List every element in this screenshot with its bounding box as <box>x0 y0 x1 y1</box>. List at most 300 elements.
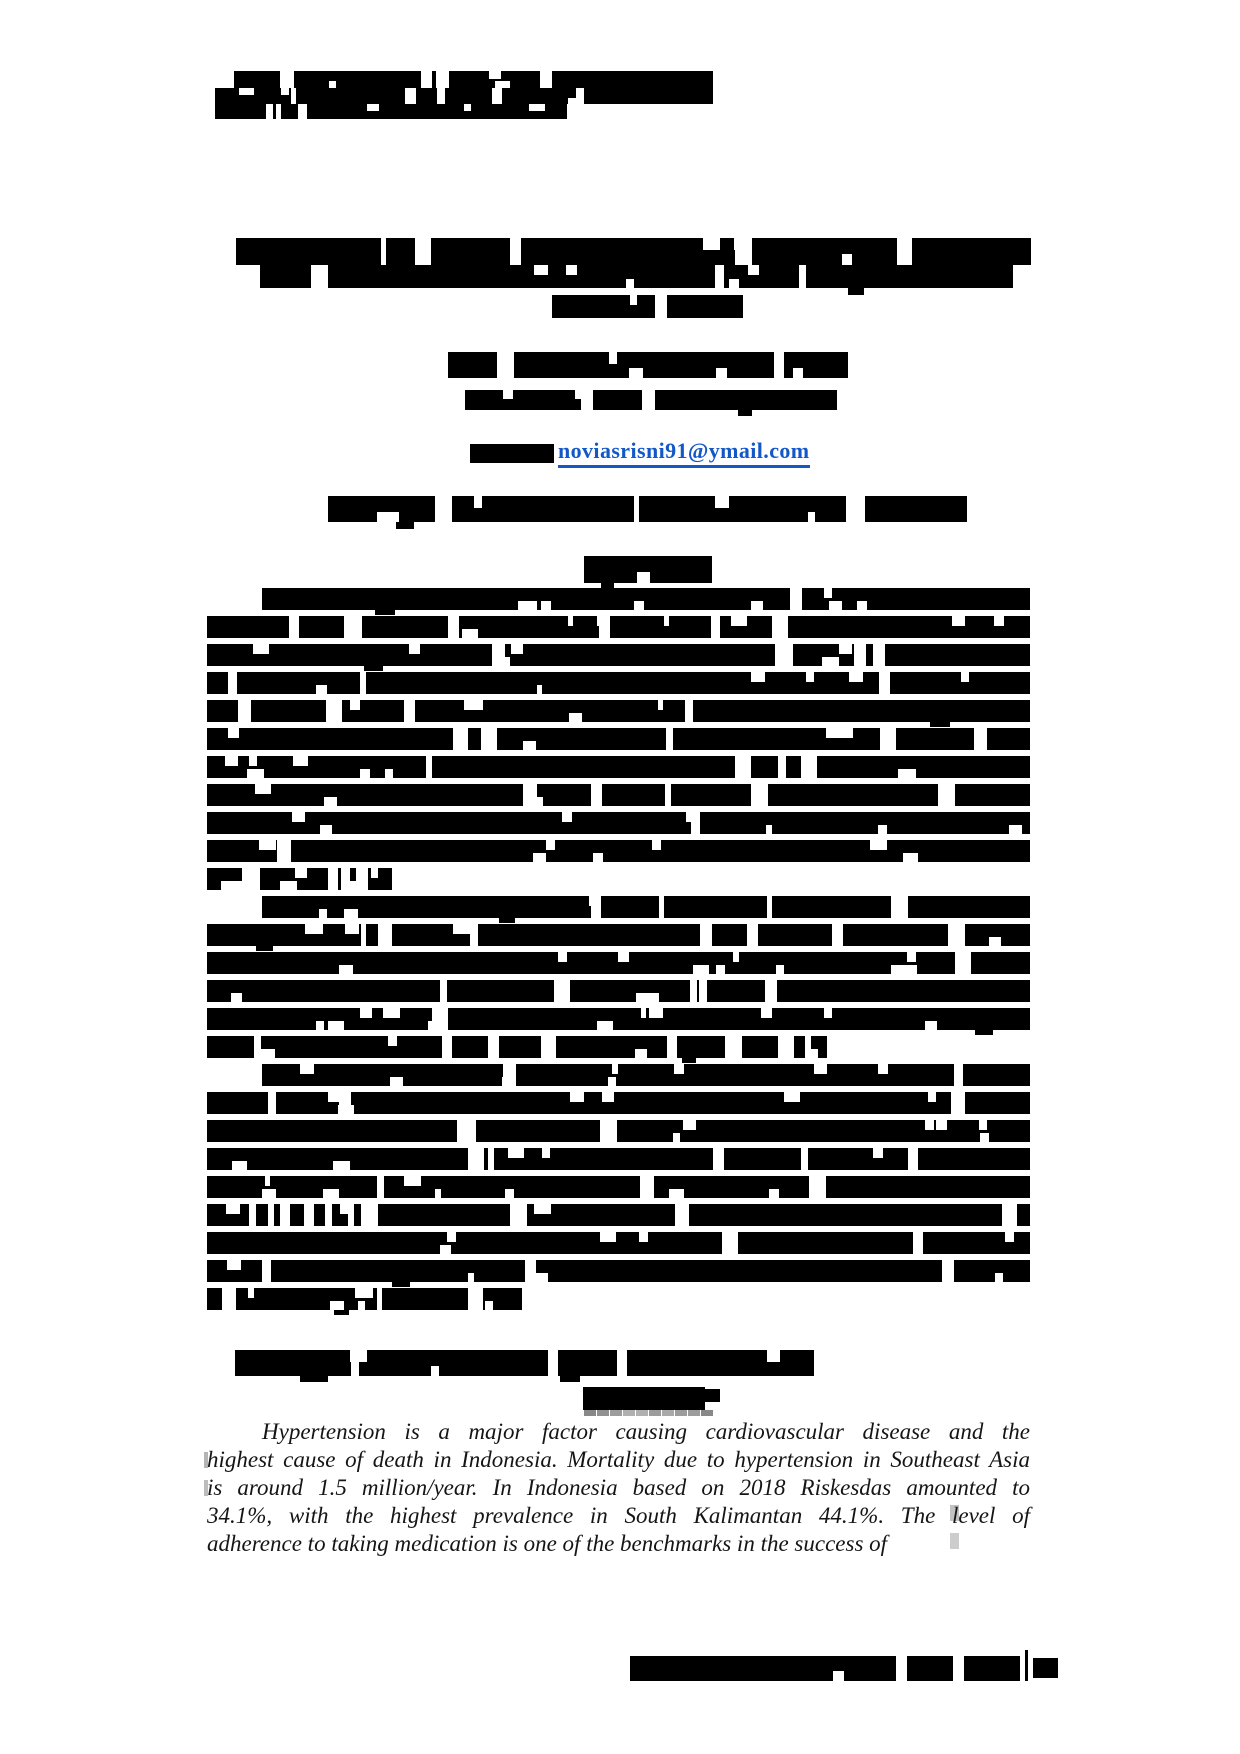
redaction-gap <box>339 1092 350 1114</box>
redaction-gap <box>956 952 971 974</box>
journal-header-line-1-redacted <box>234 71 713 88</box>
redaction-gap <box>581 390 594 410</box>
keywords-line-redacted <box>235 1350 814 1376</box>
redaction-gap <box>639 1232 648 1242</box>
redaction-gap <box>390 1077 403 1086</box>
redaction-gap <box>634 496 639 522</box>
abstract-descender-mark <box>499 918 515 923</box>
redaction-gap <box>675 1204 689 1226</box>
redaction-gap <box>722 1232 738 1254</box>
redaction-gap <box>751 784 768 806</box>
abstract-en-heading-residue <box>649 1410 661 1416</box>
redaction-gap <box>735 756 752 778</box>
redaction-gap <box>385 769 392 778</box>
redaction-gap <box>442 1036 452 1058</box>
redaction-gap <box>778 1036 795 1058</box>
redaction-gap <box>1009 825 1022 834</box>
redaction-gap <box>232 1161 248 1170</box>
redaction-gap <box>617 1350 627 1376</box>
redaction-gap <box>262 1260 271 1282</box>
redaction-gap <box>686 812 692 822</box>
abstract-descender-mark <box>930 722 950 727</box>
redaction-gap <box>510 238 521 265</box>
redaction-gap <box>253 644 264 654</box>
redaction-gap <box>249 756 257 766</box>
redaction-gap <box>226 1204 240 1214</box>
redaction-gap <box>824 588 832 598</box>
redaction-gap <box>767 896 772 918</box>
abstract-id-paragraph-redacted <box>207 1148 1030 1170</box>
redaction-gap <box>363 868 368 890</box>
redaction-gap <box>734 238 752 250</box>
redaction-gap <box>809 1176 826 1198</box>
redaction-gap <box>748 265 759 275</box>
redaction-gap <box>485 1301 493 1310</box>
redaction-gap <box>951 1092 966 1114</box>
redaction-gap <box>492 88 501 104</box>
abstract-id-paragraph-redacted <box>207 1036 827 1058</box>
abstract-en-heading-step <box>701 1389 720 1402</box>
redaction-gap <box>669 1189 684 1198</box>
redaction-gap <box>925 1120 934 1130</box>
abstract-id-paragraph-redacted <box>207 644 1030 666</box>
redaction-gap <box>1002 1204 1016 1226</box>
redaction-gap <box>526 601 537 610</box>
abstract-en-heading-residue <box>701 1410 713 1416</box>
redaction-gap <box>360 769 370 778</box>
redaction-gap <box>593 853 603 862</box>
redaction-gap <box>276 104 282 119</box>
redaction-gap <box>311 265 328 288</box>
redaction-gap <box>814 1064 827 1074</box>
redaction-gap <box>626 279 633 288</box>
redaction-gap <box>833 1671 845 1681</box>
redaction-gap <box>938 784 955 806</box>
abstract-en-heading-residue <box>662 1410 674 1416</box>
redaction-gap <box>228 728 239 738</box>
redaction-gap <box>822 657 839 666</box>
redaction-gap <box>540 71 552 88</box>
abstract-id-paragraph-redacted <box>207 980 1030 1002</box>
redaction-gap <box>558 952 567 962</box>
abstract-id-paragraph-redacted <box>207 840 1030 862</box>
abstract-en-heading-residue <box>688 1410 700 1416</box>
redaction-gap <box>602 1092 614 1102</box>
redaction-gap <box>415 238 431 265</box>
redaction-gap <box>805 1036 811 1058</box>
redaction-gap <box>300 1064 314 1074</box>
redaction-gap <box>953 1656 964 1681</box>
redaction-gap <box>731 616 747 626</box>
email-link[interactable]: noviasrisni91@ymail.com <box>558 438 810 468</box>
redaction-gap <box>221 881 230 890</box>
redaction-gap <box>440 1245 451 1254</box>
redaction-gap <box>249 1204 256 1226</box>
redaction-gap <box>545 1036 551 1058</box>
redaction-gap <box>994 616 1005 626</box>
abstract-en-line: adherence to taking medication is one of the benchmarks in the success of <box>207 1531 888 1556</box>
redaction-gap <box>609 352 617 364</box>
redaction-gap <box>891 896 903 918</box>
redaction-gap <box>1005 1232 1014 1242</box>
redaction-gap <box>344 909 358 918</box>
redaction-gap <box>928 1092 936 1102</box>
redaction-gap <box>502 1077 512 1086</box>
redaction-gap <box>801 756 817 778</box>
redaction-gap <box>857 601 867 610</box>
redaction-gap <box>523 784 537 806</box>
abstract-descender-mark <box>256 946 274 951</box>
redaction-gap <box>268 1204 273 1226</box>
redaction-gap <box>344 616 362 638</box>
article-title-line-1-redacted <box>236 238 1031 265</box>
redaction-gap <box>642 390 655 410</box>
abstract-descender-mark <box>334 1310 348 1315</box>
redaction-gap <box>683 1120 696 1130</box>
redaction-gap <box>751 601 764 610</box>
redaction-gap <box>489 71 501 79</box>
redaction-gap <box>952 616 965 626</box>
redaction-gap <box>849 672 863 682</box>
redaction-gap <box>766 825 772 834</box>
redaction-gap <box>266 104 273 119</box>
redaction-gap <box>652 840 661 850</box>
redaction-gap <box>259 840 276 850</box>
abstract-en-heading-residue <box>597 1410 609 1416</box>
redaction-gap <box>377 1288 382 1310</box>
redaction-gap <box>457 1120 473 1142</box>
redaction-gap <box>304 1204 313 1226</box>
redaction-gap <box>268 1092 276 1114</box>
info-line-descender-mark <box>396 522 414 529</box>
redaction-gap <box>600 1120 617 1142</box>
redaction-gap <box>341 868 350 890</box>
redaction-gap <box>546 840 556 850</box>
redaction-gap <box>497 352 513 378</box>
redaction-gap <box>326 700 342 722</box>
redaction-gap <box>880 728 896 750</box>
redaction-gap <box>691 812 699 834</box>
redaction-gap <box>464 700 473 710</box>
redaction-gap <box>348 1204 354 1226</box>
redaction-gap <box>534 1204 552 1214</box>
abstract-descender-mark <box>975 1030 993 1035</box>
redaction-gap <box>685 700 693 722</box>
redaction-gap <box>566 265 577 275</box>
redaction-gap <box>340 1204 349 1214</box>
redaction-gap <box>511 644 522 654</box>
redaction-gap <box>254 1036 261 1058</box>
redaction-gap <box>634 601 644 610</box>
redaction-gap <box>761 1008 772 1018</box>
redaction-gap <box>291 88 296 104</box>
redaction-gap <box>289 616 299 638</box>
redaction-gap <box>629 368 643 378</box>
redaction-gap <box>673 1133 680 1142</box>
abstract-descender-mark <box>682 1058 695 1063</box>
redaction-gap <box>778 756 786 778</box>
abstract-id-paragraph-redacted <box>207 672 1030 694</box>
redaction-gap <box>228 672 237 694</box>
redaction-gap <box>700 924 711 946</box>
redaction-gap <box>488 1148 495 1170</box>
redaction-gap <box>533 853 546 862</box>
abstract-en-heading-residue <box>610 1410 622 1416</box>
redaction-gap <box>658 700 663 710</box>
redaction-gap <box>793 368 803 378</box>
redaction-gap <box>529 104 545 111</box>
redaction-gap <box>468 1288 483 1310</box>
abstract-id-paragraph-redacted <box>262 896 1030 918</box>
redaction-gap <box>537 685 542 694</box>
redaction-gap <box>381 238 387 265</box>
redaction-gap <box>388 1036 397 1046</box>
redaction-gap <box>281 88 288 95</box>
redaction-gap <box>693 965 709 974</box>
abstract-id-paragraph-redacted <box>207 700 1030 722</box>
redaction-gap <box>790 588 803 610</box>
abstract-id-paragraph-redacted <box>207 1176 1030 1198</box>
redaction-gap <box>377 512 391 522</box>
redaction-gap <box>468 1273 474 1282</box>
redaction-gap <box>495 81 510 88</box>
redaction-gap <box>667 1036 677 1058</box>
redaction-gap <box>481 728 497 750</box>
redaction-gap <box>280 71 293 88</box>
redaction-gap <box>280 1204 290 1226</box>
redaction-gap <box>980 1133 989 1142</box>
redaction-gap <box>377 1176 384 1198</box>
redaction-gap <box>404 1176 421 1186</box>
redaction-gap <box>453 924 459 934</box>
redaction-gap <box>345 924 359 934</box>
abstract-en-line: 34.1%, with the highest prevalence in South Kalimantan 44.1%. The level of <box>207 1503 1030 1528</box>
redaction-gap <box>936 1120 947 1130</box>
redaction-gap <box>878 1064 888 1074</box>
redaction-gap <box>319 909 328 918</box>
redaction-gap <box>576 88 583 104</box>
redaction-gap <box>426 756 431 778</box>
footer-journal-redacted <box>630 1656 1020 1681</box>
redaction-gap <box>772 616 787 638</box>
redaction-gap <box>405 88 416 104</box>
abstract-id-paragraph-redacted <box>207 784 1030 806</box>
abstract-id-paragraph-redacted <box>207 1288 522 1310</box>
email-label-redacted <box>470 444 554 463</box>
redaction-gap <box>842 254 852 265</box>
redaction-gap <box>470 924 478 946</box>
redaction-gap <box>954 1064 963 1086</box>
redaction-gap <box>641 1008 647 1018</box>
abstract-id-paragraph-redacted <box>207 1092 1030 1114</box>
redaction-gap <box>589 896 601 906</box>
journal-header-line-3-redacted <box>215 104 567 119</box>
abstract-id-paragraph-redacted <box>207 1008 1030 1030</box>
redaction-gap <box>961 672 969 682</box>
redaction-gap <box>468 1148 485 1170</box>
abstract-en-heading-residue <box>623 1410 635 1416</box>
redaction-gap <box>277 840 291 862</box>
redaction-gap <box>873 644 884 666</box>
redaction-gap <box>260 1049 275 1058</box>
redaction-gap <box>784 1092 800 1102</box>
redaction-gap <box>248 1288 254 1298</box>
redaction-gap <box>437 88 445 104</box>
redaction-gap <box>351 1350 360 1376</box>
article-title-line-3-redacted <box>552 295 743 318</box>
journal-header-line-2-redacted <box>215 88 713 104</box>
redaction-gap <box>839 644 852 654</box>
redaction-gap <box>725 1036 743 1058</box>
redaction-gap <box>330 1301 344 1310</box>
abstract-en-heading-residue <box>636 1410 648 1416</box>
redaction-gap <box>448 616 459 638</box>
redaction-gap <box>848 496 864 522</box>
title-descender-mark <box>848 286 864 295</box>
redaction-gap <box>674 1064 685 1074</box>
abstract-descender-mark <box>392 1282 410 1287</box>
redaction-gap <box>320 825 332 834</box>
article-info-line-redacted <box>328 496 967 522</box>
redaction-gap <box>361 924 366 946</box>
abstract-id-paragraph-redacted <box>207 952 1030 974</box>
abstract-id-paragraph-redacted <box>262 588 1030 610</box>
abstract-en-line: is around 1.5 million/year. In Indonesia based on 2018 Riskesdas amounted to <box>207 1475 1030 1500</box>
redaction-gap <box>776 965 784 974</box>
abstract-id-paragraph-redacted <box>207 616 1030 638</box>
redaction-gap <box>829 601 842 610</box>
article-title-line-2-redacted <box>260 265 1013 288</box>
redaction-gap <box>505 1189 514 1198</box>
redaction-gap <box>716 368 727 378</box>
redaction-gap <box>597 1021 613 1030</box>
footer-separator <box>1025 1650 1028 1681</box>
redaction-gap <box>824 1008 832 1018</box>
abstract-en-heading-redacted <box>583 1387 705 1410</box>
redaction-gap <box>801 1148 807 1170</box>
abstract-id-paragraph-redacted <box>262 1064 1030 1086</box>
abstract-id-paragraph-redacted <box>207 1204 1030 1226</box>
redaction-gap <box>799 265 805 288</box>
redaction-gap <box>879 672 889 694</box>
affiliation-redacted <box>465 390 837 410</box>
redaction-gap <box>548 1350 558 1376</box>
redaction-gap <box>316 685 326 694</box>
redaction-gap <box>775 644 793 666</box>
redaction-gap <box>896 1656 906 1681</box>
redaction-gap <box>618 952 629 962</box>
abstract-descender-mark <box>375 610 394 615</box>
redaction-gap <box>239 88 254 95</box>
redaction-gap <box>283 881 291 890</box>
redaction-gap <box>324 797 337 806</box>
redaction-gap <box>995 1273 1003 1282</box>
redaction-gap <box>765 980 776 1002</box>
redaction-gap <box>715 496 729 508</box>
redaction-gap <box>404 700 415 722</box>
redaction-gap <box>562 812 572 822</box>
abstract-en-heading-residue <box>675 1410 687 1416</box>
redaction-gap <box>360 1008 372 1018</box>
redaction-gap <box>350 700 360 710</box>
redaction-gap <box>699 980 707 1002</box>
abstract-id-paragraph-redacted <box>207 812 1030 834</box>
redaction-gap <box>948 924 965 946</box>
abstract-en-line: Hypertension is a major factor causing cardiovascular disease and the <box>262 1419 1030 1444</box>
redaction-gap <box>666 728 672 750</box>
redaction-gap <box>464 104 471 111</box>
redaction-gap <box>329 81 336 88</box>
redaction-gap <box>358 1301 365 1310</box>
redaction-gap <box>488 1036 499 1058</box>
redaction-gap <box>570 1092 584 1102</box>
redaction-gap <box>242 868 259 890</box>
redaction-gap <box>637 572 650 583</box>
redaction-gap <box>328 868 339 890</box>
redaction-gap <box>640 1176 654 1198</box>
redaction-gap <box>600 1232 615 1242</box>
redaction-gap <box>325 1204 332 1226</box>
redaction-gap <box>371 868 378 878</box>
redaction-gap <box>328 1021 345 1030</box>
redaction-gap <box>383 1008 400 1018</box>
redaction-gap <box>421 71 432 88</box>
redaction-gap <box>265 1176 270 1186</box>
redaction-gap <box>247 769 264 778</box>
abstract-en-line: highest cause of death in Indonesia. Mortality due to hypertension in Southeast Asia <box>207 1447 1030 1472</box>
redaction-gap <box>339 965 354 974</box>
redaction-gap <box>599 616 610 638</box>
redaction-gap <box>292 812 306 822</box>
redaction-gap <box>499 657 510 666</box>
affiliation-descender-mark <box>738 410 752 416</box>
redaction-gap <box>225 756 238 766</box>
abstract-id-paragraph-redacted <box>207 756 1030 778</box>
redaction-gap <box>293 756 308 766</box>
abstrak-descender-mark <box>601 583 614 588</box>
abstract-id-paragraph-redacted <box>207 924 1030 946</box>
redaction-gap <box>733 952 739 962</box>
redaction-gap <box>222 1288 236 1310</box>
redaction-gap <box>305 924 323 934</box>
redaction-gap <box>298 104 307 119</box>
redaction-gap <box>925 1021 936 1030</box>
redaction-gap <box>231 993 242 1002</box>
redaction-gap <box>716 965 726 974</box>
redaction-gap <box>435 496 452 522</box>
redaction-gap <box>974 728 987 750</box>
redaction-gap <box>769 1189 779 1198</box>
redaction-gap <box>713 1148 724 1170</box>
abstract-descender-mark <box>364 666 383 671</box>
abstract-en-heading-residue <box>584 1410 596 1416</box>
redaction-gap <box>457 924 471 934</box>
redaction-gap <box>453 728 468 750</box>
redaction-gap <box>541 601 551 610</box>
redaction-gap <box>435 1189 441 1198</box>
redaction-gap <box>333 1161 350 1170</box>
redaction-gap <box>838 728 853 738</box>
redaction-gap <box>898 769 915 778</box>
redaction-gap <box>856 644 864 666</box>
redaction-gap <box>655 295 668 318</box>
redaction-gap <box>907 952 916 962</box>
redaction-gap <box>747 924 759 946</box>
redaction-gap <box>690 980 698 1002</box>
redaction-gap <box>808 512 815 522</box>
redaction-gap <box>462 629 479 638</box>
redaction-gap <box>542 1148 550 1158</box>
